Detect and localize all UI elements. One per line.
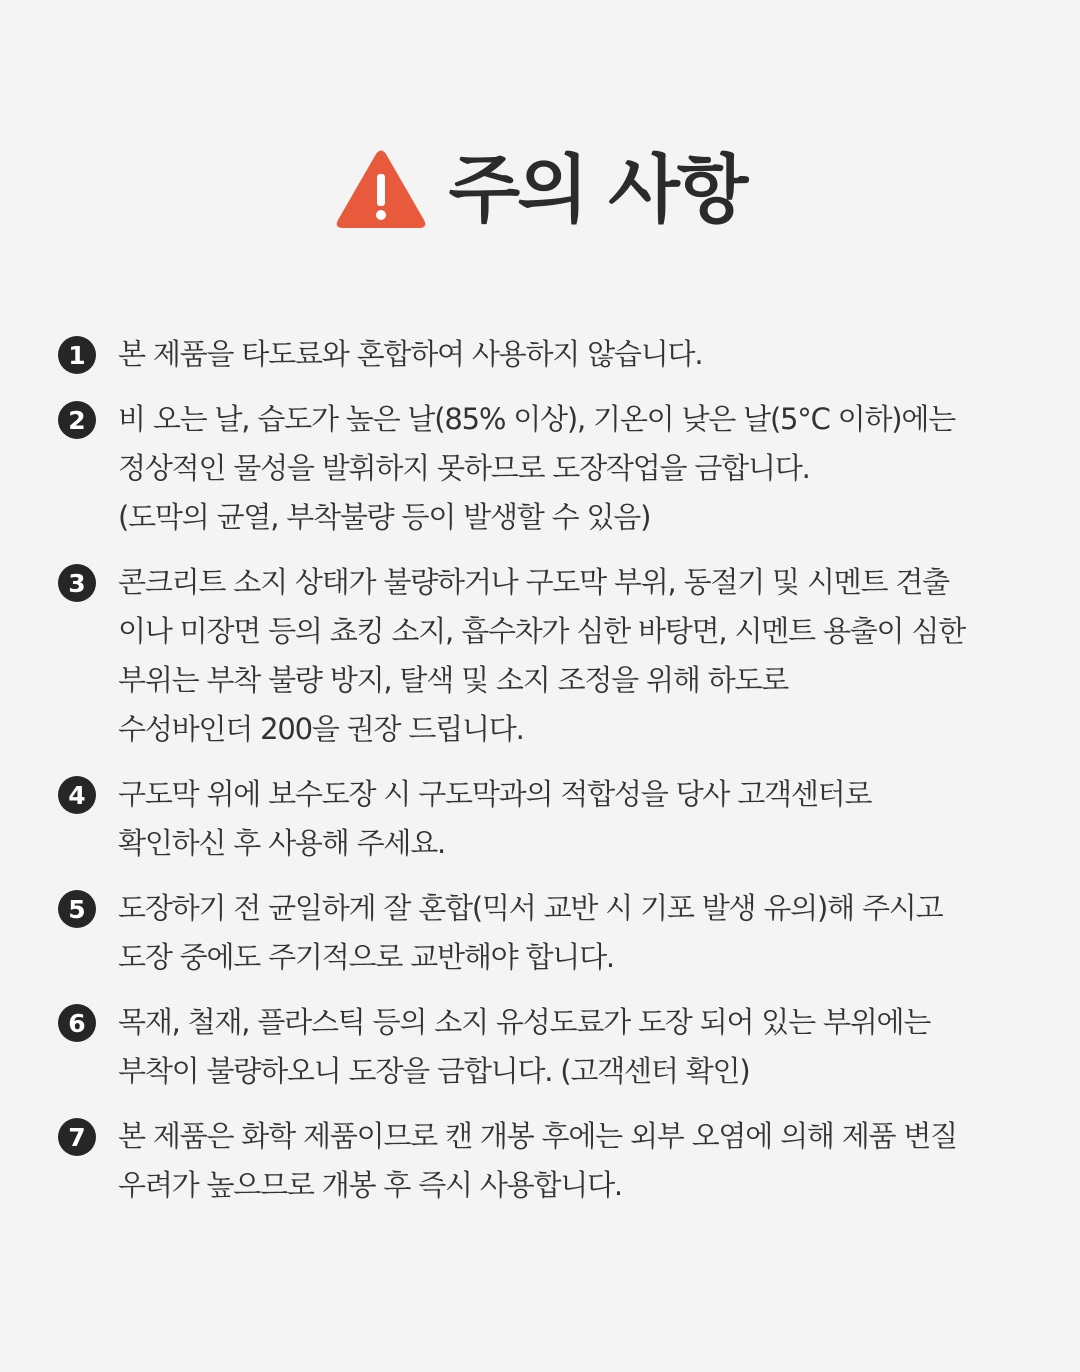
item-text-line: 본 제품을 타도료와 혼합하여 사용하지 않습니다. (118, 337, 703, 371)
item-text-line: 이나 미장면 등의 쵸킹 소지, 흡수차가 심한 바탕면, 시멘트 용출이 심한 (118, 614, 966, 648)
caution-item (58, 884, 1048, 982)
item-text-line: 우려가 높으므로 개봉 후 즉시 사용합니다. (118, 1168, 622, 1202)
caution-item (58, 998, 1048, 1096)
item-text-line: 확인하신 후 사용해 주세요. (118, 826, 446, 860)
item-number-badge: 3 (58, 564, 96, 602)
item-text-line: 비 오는 날, 습도가 높은 날(85% 이상), 기온이 낮은 날(5°C 이하)에는 (118, 402, 956, 436)
caution-item (58, 770, 1048, 868)
item-text (118, 558, 1048, 754)
page-title: 주의 사항 (448, 147, 746, 233)
caution-item (58, 1112, 1048, 1210)
item-text-line: 본 제품은 화학 제품이므로 캔 개봉 후에는 외부 오염에 의해 제품 변질 (118, 1119, 957, 1153)
item-text (118, 884, 1048, 982)
caution-list (58, 330, 1048, 1226)
warning-triangle-icon (335, 148, 427, 232)
item-number-badge: 5 (58, 890, 96, 928)
item-text-line: 부위는 부착 불량 방지, 탈색 및 소지 조정을 위해 하도로 (118, 663, 789, 697)
caution-item (58, 395, 1048, 542)
item-text-line: 목재, 철재, 플라스틱 등의 소지 유성도료가 도장 되어 있는 부위에는 (118, 1005, 931, 1039)
item-text (118, 770, 1048, 868)
item-text-line: 도장하기 전 균일하게 잘 혼합(믹서 교반 시 기포 발생 유의)해 주시고 (118, 891, 943, 925)
item-text (118, 330, 1048, 379)
caution-item (58, 330, 1048, 379)
item-text (118, 998, 1048, 1096)
item-number-badge: 6 (58, 1004, 96, 1042)
item-number-badge: 1 (58, 336, 96, 374)
item-text-line: 수성바인더 200을 권장 드립니다. (118, 712, 524, 746)
item-text-line: 도장 중에도 주기적으로 교반해야 합니다. (118, 940, 614, 974)
item-number-badge: 2 (58, 401, 96, 439)
item-text-line: 정상적인 물성을 발휘하지 못하므로 도장작업을 금합니다. (118, 451, 810, 485)
item-text (118, 1112, 1048, 1210)
item-number-badge: 4 (58, 776, 96, 814)
item-text-line: (도막의 균열, 부착불량 등이 발생할 수 있음) (118, 500, 651, 534)
page-header (0, 140, 1080, 240)
item-text-line: 구도막 위에 보수도장 시 구도막과의 적합성을 당사 고객센터로 (118, 777, 872, 811)
item-number-badge: 7 (58, 1118, 96, 1156)
caution-item (58, 558, 1048, 754)
item-text-line: 부착이 불량하오니 도장을 금합니다. (고객센터 확인) (118, 1054, 750, 1088)
item-text-line: 콘크리트 소지 상태가 불량하거나 구도막 부위, 동절기 및 시멘트 견출 (118, 565, 949, 599)
item-text (118, 395, 1048, 542)
